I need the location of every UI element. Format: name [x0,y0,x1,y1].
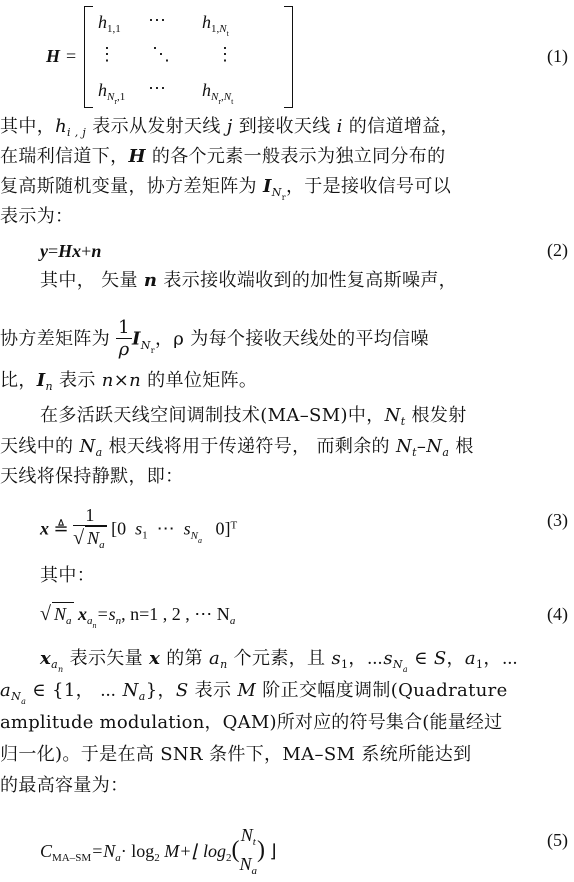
equation-5: $C_{MA-SM}=N_a\cdot \log_2$ M+⌊ $\log_2$( $N_t$ $N_a$ ) ⌋ [40,824,277,882]
eq1-cell-h1nt: $h_{1,N_t}$ [202,12,229,38]
para2-line2: 协方差矩阵为 $\frac{1}{\rho}$ $I_{N_r}$，ρ 为每个接收天线处的平均信噪 [0,317,429,360]
eq3-number: (3) [547,510,568,530]
eq5-binomial: $N_t$ $N_a$ [239,825,257,877]
para3-line3: 天线将保持静默，即： [0,466,184,487]
eq3-fraction: $\frac{1}{√ N_a}$ [73,505,107,556]
para1-line3: 复高斯随机变量，协方差矩阵为 $I_{N_r}$，于是接收信号可以 [0,176,452,202]
eq1-cell-cdots-2: ⋯ [148,78,166,98]
eq1-left-bracket [84,6,93,108]
equation-4: √ $N_a$ $x_{a_n}=s_n$, n=1 , 2 , ⋯ $N_a$ [40,603,236,630]
eq1-number: (1) [547,46,568,66]
frac-1-over-rho: $\frac{1}{\rho}$ [118,317,130,360]
eq1-right-bracket [284,6,293,108]
eq4-number: (4) [547,604,568,624]
para3-line1: 在多活跃天线空间调制技术(MA–SM)中，$N_t$ 根发射 [40,405,467,428]
eq1-equals: = [66,46,77,66]
para2-line1: 其中， 矢量 n 表示接收端收到的加性复高斯噪声， [40,270,458,291]
para1-line4: 表示为： [0,206,74,227]
eq5-number: (5) [547,830,568,850]
eq2-number: (2) [547,240,568,260]
para5-line4: 归一化)。于是在高 SNR 条件下，MA–SM 系统所能达到 [0,744,472,765]
para2-line3: 比，$I_n$ 表示 n×n 的单位矩阵。 [0,370,258,393]
para1-line1: 其中，$h_{i , j}$ 表示从发射天线 j 到接收天线 i 的信道增益， [0,116,459,139]
para5-line1: $x_{a_n}$ 表示矢量 x 的第 $a_n$ 个元素，且 $s_1$，$\cdots s_{N_a}$ ∈ S，$a_1$，⋯ [40,648,519,674]
eq1-cell-vdots-1: ⋮ [98,44,116,64]
eq1-lhs: H [46,46,61,66]
para1-line2: 在瑞利信道下，H 的各个元素一般表示为独立同分布的 [0,146,446,167]
eq1-cell-cdots-1: ⋯ [148,10,166,30]
eq1-cell-hnrnt: $h_{N_r,N_t}$ [202,80,234,106]
eq1-cell-hnr1: $h_{N_r,1}$ [98,80,126,106]
para5-line3: amplitude modulation，QAM)所对应的符号集合(能量经过 [0,712,503,733]
para4-line1: 其中： [40,565,96,586]
equation-3: x ≜ $\frac{1}{√ N_a}$ [0 $s_1$ ⋯ $s_{N_a}$ 0]$^T$ [40,505,237,556]
eq1-cell-h11: $h_{1,1}$ [98,12,121,35]
para5-line5: 的最高容量为： [0,775,129,796]
eq1-cell-vdots-2: ⋮ [216,44,234,64]
equation-1-matrix [40,4,574,112]
equation-2: y=Hx+n [40,241,102,261]
para5-line2: $a_{N_a}$ ∈ {1， ⋯ $N_a$}，S 表示 M 阶正交幅度调制(Quadrature [0,680,508,706]
eq1-cell-ddots: ⋱ [152,44,170,64]
para3-line2: 天线中的 $N_a$ 根天线将用于传递符号， 而剩余的 $N_t-N_a$ 根 [0,436,474,459]
